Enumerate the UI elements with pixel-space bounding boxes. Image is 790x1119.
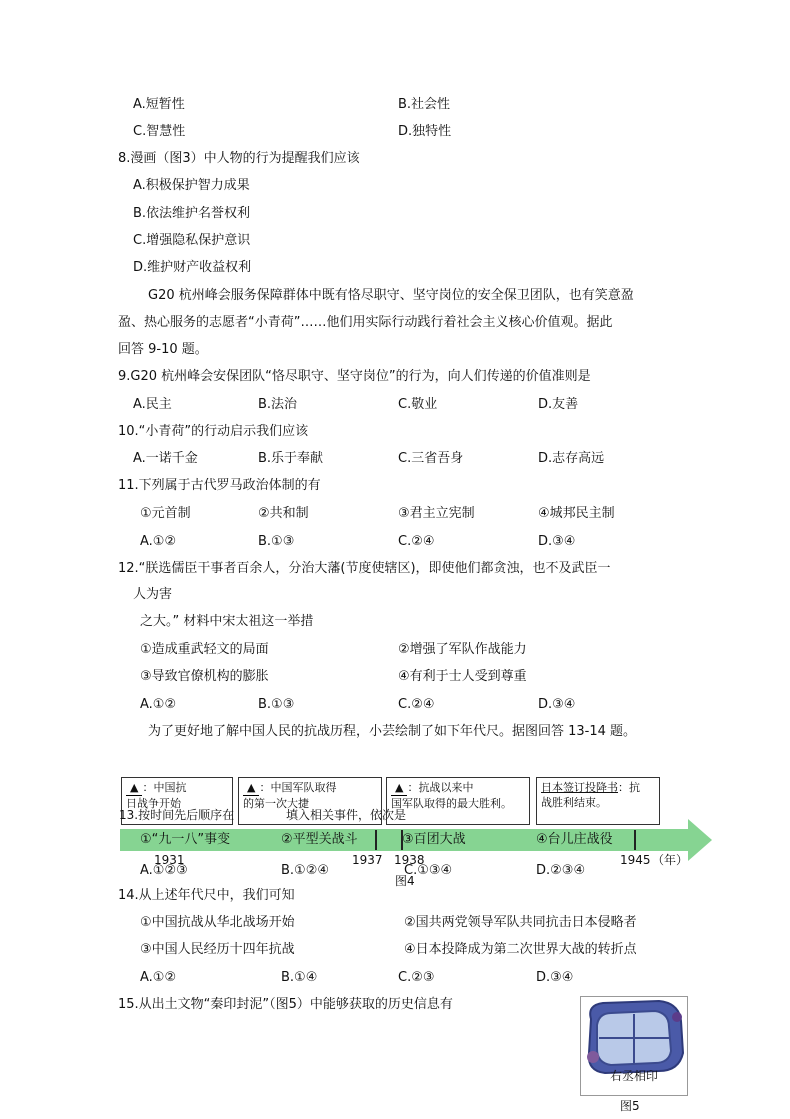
q8-stem: 8.漫画（图3）中人物的行为提醒我们应该 — [118, 151, 360, 166]
q12-option-b: B.①③ — [258, 697, 295, 712]
q10-option-b: B.乐于奉献 — [258, 451, 324, 466]
timeline-event-3: ③百团大战 — [402, 832, 466, 847]
timeline-box-2: ▲ ：中国军队取得 的第一次大捷 — [238, 777, 382, 825]
q14-item-3: ③中国人民经历十四年抗战 — [140, 942, 295, 957]
timeline-tick-1945 — [634, 830, 636, 850]
q11-item-4: ④城邦民主制 — [538, 506, 615, 521]
figure-5-label: 图5 — [620, 1099, 640, 1113]
figure-5-caption: 右丞相印 — [609, 1069, 658, 1083]
q14-option-d: D.③④ — [536, 970, 574, 985]
figure-5-seal-image — [580, 996, 688, 1096]
timeline-event-1: ①“九一八”事变 — [140, 832, 231, 847]
figure-4-label: 图4 — [395, 874, 415, 888]
q12-item-2: ②增强了军队作战能力 — [398, 642, 527, 657]
q13-stem-part-1: 13.按时间先后顺序在 — [119, 808, 235, 822]
clay-seal-icon — [581, 997, 687, 1077]
blank-triangle-icon: ▲ — [126, 780, 142, 796]
q8-option-c: C.增强隐私保护意识 — [133, 233, 251, 248]
q12-stem-line-1: 12.“朕选儒臣干事者百余人，分治大藩(节度使辖区)，即使他们都贪浊，也不及武臣一 — [118, 561, 611, 576]
q14-item-1: ①中国抗战从华北战场开始 — [140, 915, 295, 930]
q11-option-b: B.①③ — [258, 534, 295, 549]
q14-item-4: ④日本投降成为第二次世界大战的转折点 — [404, 942, 637, 957]
q10-stem: 10.“小青荷”的行动启示我们应该 — [118, 424, 309, 439]
q12-item-3: ③导致官僚机构的膨胀 — [140, 669, 269, 684]
q8-option-b: B.依法维护名誉权利 — [133, 206, 251, 221]
q10-option-c: C.三省吾身 — [398, 451, 464, 466]
timeline-intro: 为了更好地了解中国人民的抗战历程，小芸绘制了如下年代尺。据图回答 13-14 题。 — [148, 724, 637, 739]
timeline-tick-1937 — [375, 830, 377, 850]
q11-item-2: ②共和制 — [258, 506, 309, 521]
q13-option-c: C.①③④ — [404, 863, 453, 878]
q14-item-2: ②国共两党领导军队共同抗击日本侵略者 — [404, 915, 637, 930]
q8-option-a: A.积极保护智力成果 — [133, 178, 250, 193]
q11-item-1: ①元首制 — [140, 506, 191, 521]
timeline-box-1: ▲ ：中国抗 日战争开始 — [121, 777, 233, 825]
blank-triangle-icon: ▲ — [243, 780, 259, 796]
q12-option-d: D.③④ — [538, 697, 576, 712]
timeline-box-3: ▲ ：抗战以来中 国军队取得的最大胜利。 — [386, 777, 530, 825]
timeline-year-unit: （年） — [652, 853, 689, 867]
q9-option-c: C.敬业 — [398, 397, 438, 412]
timeline-arrow-head-icon — [688, 819, 712, 861]
q13-option-a: A.①②③ — [140, 863, 188, 878]
q12-option-a: A.①② — [140, 697, 177, 712]
passage-line-3: 回答 9-10 题。 — [118, 342, 208, 357]
q14-stem: 14.从上述年代尺中，我们可知 — [118, 888, 295, 903]
timeline-box-4: 日本签订投降书：抗 战胜利结束。 — [536, 777, 660, 825]
timeline-year-1938: 1938 — [394, 853, 425, 867]
timeline-year-1931: 1931 — [154, 853, 185, 867]
q12-stem-line-3: 之大。” 材料中宋太祖这一举措 — [140, 614, 314, 629]
q12-option-c: C.②④ — [398, 697, 435, 712]
q13-stem-part-2: 填入相关事件，依次是 — [286, 808, 407, 822]
q14-option-b: B.①④ — [281, 970, 318, 985]
q15-stem: 15.从出土文物“秦印封泥”（图5）中能够获取的历史信息有 — [118, 997, 453, 1012]
q9-stem: 9.G20 杭州峰会安保团队“恪尽职守、坚守岗位”的行为，向人们传递的价值准则是 — [118, 369, 591, 384]
q10-option-d: D.志存高远 — [538, 451, 605, 466]
q11-item-3: ③君主立宪制 — [398, 506, 475, 521]
q12-stem-line-2: 人为害 — [133, 587, 173, 602]
q8-option-d: D.维护财产收益权利 — [133, 260, 252, 275]
passage-line-1: G20 杭州峰会服务保障群体中既有恪尽职守、坚守岗位的安全保卫团队，也有笑意盈 — [148, 288, 634, 303]
q11-stem: 11.下列属于古代罗马政治体制的有 — [118, 478, 321, 493]
q13-option-b: B.①②④ — [281, 863, 330, 878]
timeline-event-2: ②平型关战斗 — [281, 832, 358, 847]
q9-option-b: B.法治 — [258, 397, 298, 412]
q12-item-1: ①造成重武轻文的局面 — [140, 642, 269, 657]
timeline-event-4: ④台儿庄战役 — [536, 832, 613, 847]
q10-option-a: A.一诺千金 — [133, 451, 198, 466]
q14-option-c: C.②③ — [398, 970, 435, 985]
q12-item-4: ④有利于士人受到尊重 — [398, 669, 527, 684]
q9-option-d: D.友善 — [538, 397, 579, 412]
q7-option-b: B.社会性 — [398, 97, 451, 112]
timeline-year-1937: 1937 — [352, 853, 383, 867]
q11-option-a: A.①② — [140, 534, 177, 549]
q9-option-a: A.民主 — [133, 397, 172, 412]
q7-option-d: D.独特性 — [398, 124, 452, 139]
q7-option-a: A.短暂性 — [133, 97, 185, 112]
q11-option-d: D.③④ — [538, 534, 576, 549]
timeline-year-1945: 1945 — [620, 853, 651, 867]
q7-option-c: C.智慧性 — [133, 124, 186, 139]
q14-option-a: A.①② — [140, 970, 177, 985]
passage-line-2: 盈、热心服务的志愿者“小青荷”……他们用实际行动践行着社会主义核心价值观。据此 — [118, 315, 613, 330]
q13-option-d: D.②③④ — [536, 863, 586, 878]
blank-triangle-icon: ▲ — [391, 780, 407, 796]
q11-option-c: C.②④ — [398, 534, 435, 549]
